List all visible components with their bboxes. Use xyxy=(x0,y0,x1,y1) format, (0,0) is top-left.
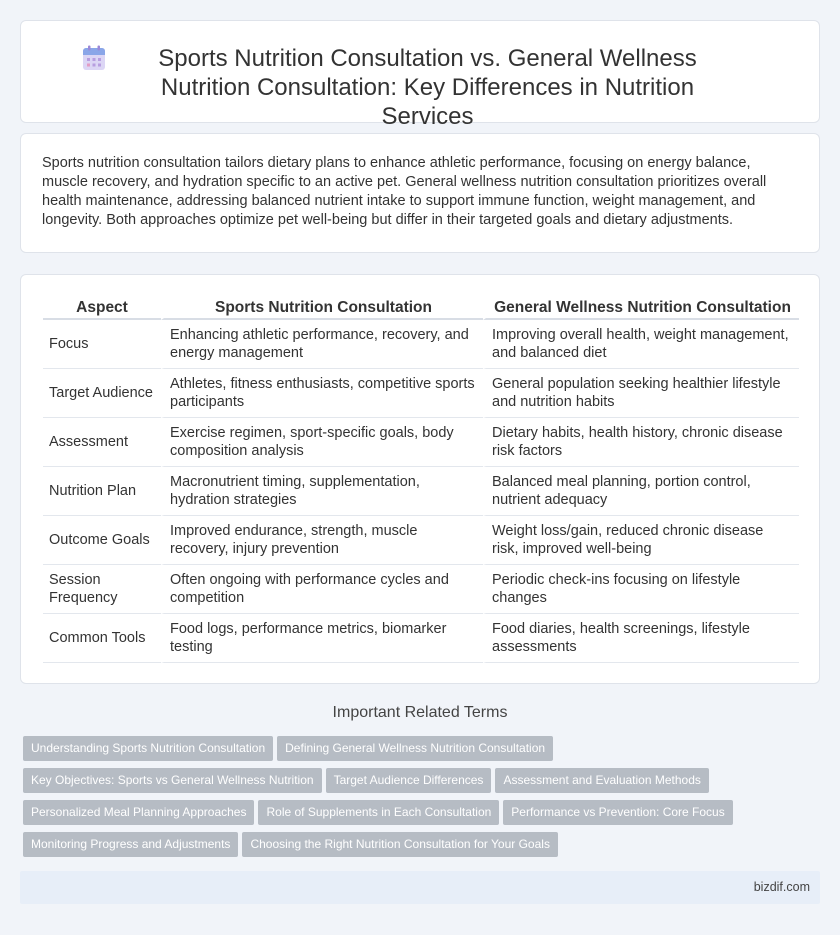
cell-aspect: Assessment xyxy=(43,418,161,467)
page-title: Sports Nutrition Consultation vs. General Wellness Nutrition Consultation: Key Differences in Nutrition Services xyxy=(158,45,697,130)
intro-card xyxy=(20,133,820,253)
cell-sports: Food logs, performance metrics, biomarker testing xyxy=(161,614,483,663)
cell-sports: Often ongoing with performance cycles and competition xyxy=(161,565,483,614)
table-row xyxy=(43,369,799,418)
related-term-link[interactable]: Key Objectives: Sports vs General Wellness Nutrition xyxy=(23,768,322,793)
related-term-link[interactable]: Assessment and Evaluation Methods xyxy=(495,768,708,793)
cell-sports: Macronutrient timing, supplementation, hydration strategies xyxy=(161,467,483,516)
table-header-row xyxy=(43,296,799,320)
related-terms xyxy=(23,736,813,864)
related-terms-row xyxy=(23,800,813,832)
cell-aspect: Outcome Goals xyxy=(43,516,161,565)
cell-wellness: Balanced meal planning, portion control, nutrient adequacy xyxy=(483,467,799,516)
table-row xyxy=(43,418,799,467)
cell-aspect: Common Tools xyxy=(43,614,161,663)
related-terms-title: Important Related Terms xyxy=(332,704,508,721)
cell-aspect: Focus xyxy=(43,320,161,369)
cell-sports: Exercise regimen, sport-specific goals, body composition analysis xyxy=(161,418,483,467)
cell-sports: Enhancing athletic performance, recovery, and energy management xyxy=(161,320,483,369)
related-term-link[interactable]: Monitoring Progress and Adjustments xyxy=(23,832,238,857)
cell-wellness: Improving overall health, weight management, and balanced diet xyxy=(483,320,799,369)
comparison-table-card xyxy=(20,274,820,684)
related-term-link[interactable]: Understanding Sports Nutrition Consultation xyxy=(23,736,273,761)
footer xyxy=(20,871,820,904)
cell-aspect: Target Audience xyxy=(43,369,161,418)
cell-wellness: Food diaries, health screenings, lifestyle assessments xyxy=(483,614,799,663)
title-card xyxy=(20,20,820,130)
header-sports: Sports Nutrition Consultation xyxy=(161,296,483,320)
cell-sports: Improved endurance, strength, muscle recovery, injury prevention xyxy=(161,516,483,565)
related-term-link[interactable]: Target Audience Differences xyxy=(326,768,492,793)
table-row xyxy=(43,565,799,614)
table-row xyxy=(43,320,799,369)
related-terms-row xyxy=(23,832,813,864)
cell-wellness: General population seeking healthier lifestyle and nutrition habits xyxy=(483,369,799,418)
table-row xyxy=(43,516,799,565)
cell-aspect: Session Frequency xyxy=(43,565,161,614)
comparison-table xyxy=(43,296,799,663)
cell-aspect: Nutrition Plan xyxy=(43,467,161,516)
table-row xyxy=(43,614,799,663)
related-term-link[interactable]: Defining General Wellness Nutrition Consultation xyxy=(277,736,553,761)
related-term-link[interactable]: Personalized Meal Planning Approaches xyxy=(23,800,254,825)
table-row xyxy=(43,467,799,516)
cell-wellness: Periodic check-ins focusing on lifestyle changes xyxy=(483,565,799,614)
footer-site: bizdif.com xyxy=(753,880,810,894)
related-terms-row xyxy=(23,768,813,800)
header-aspect: Aspect xyxy=(43,296,161,320)
cell-sports: Athletes, fitness enthusiasts, competitive sports participants xyxy=(161,369,483,418)
header-wellness: General Wellness Nutrition Consultation xyxy=(483,296,799,320)
related-terms-row xyxy=(23,736,813,768)
cell-wellness: Weight loss/gain, reduced chronic disease risk, improved well-being xyxy=(483,516,799,565)
related-term-link[interactable]: Performance vs Prevention: Core Focus xyxy=(503,800,732,825)
related-term-link[interactable]: Role of Supplements in Each Consultation xyxy=(258,800,499,825)
intro-paragraph: Sports nutrition consultation tailors dietary plans to enhance athletic performance, focusing on energy balance, muscle recovery, and hydration specific to an active pet. General wellness nutrition consultation prioritizes overall health maintenance, addressing balanced nutrient intake to support immune function, weight management, and longevity. Both approaches optimize pet well-being but differ in their targeted goals and dietary adjustments. xyxy=(42,155,767,228)
related-term-link[interactable]: Choosing the Right Nutrition Consultation for Your Goals xyxy=(242,832,558,857)
cell-wellness: Dietary habits, health history, chronic disease risk factors xyxy=(483,418,799,467)
